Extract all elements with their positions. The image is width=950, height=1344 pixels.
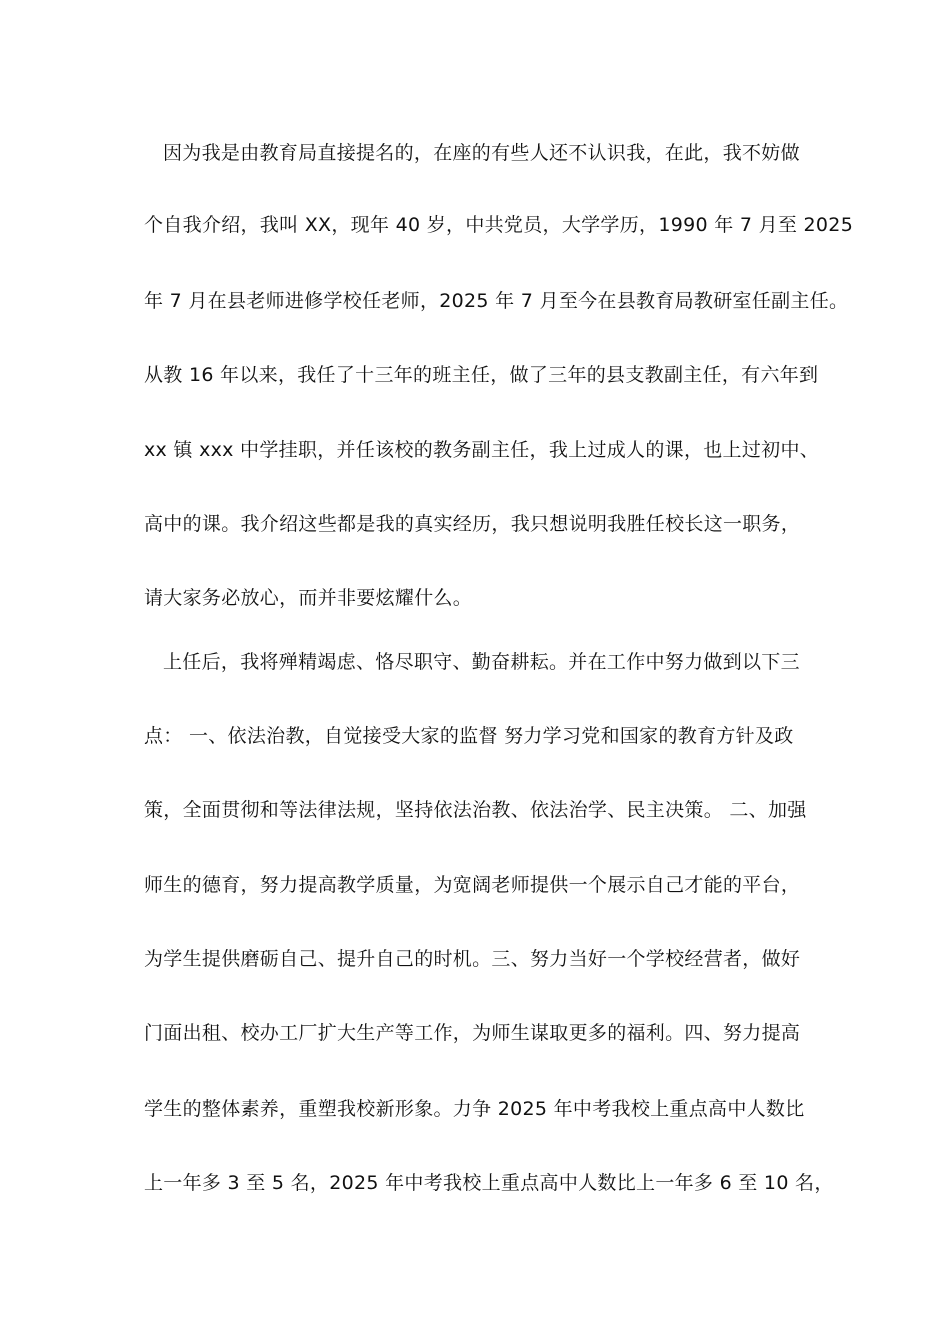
paragraph-1-line-4: 从教 16 年以来，我任了十三年的班主任，做了三年的县支教副主任，有六年到 (144, 364, 819, 386)
paragraph-2-line-2: 点： 一、依法治教，自觉接受大家的监督 努力学习党和国家的教育方针及政 (144, 725, 794, 747)
paragraph-2-line-5: 为学生提供磨砺自己、提升自己的时机。三、努力当好一个学校经营者，做好 (144, 948, 801, 970)
paragraph-1-line-6: 高中的课。我介绍这些都是我的真实经历，我只想说明我胜任校长这一职务， (144, 513, 801, 535)
paragraph-1-line-1: 因为我是由教育局直接提名的，在座的有些人还不认识我，在此，我不妨做 (163, 142, 800, 164)
paragraph-1-line-5: xx 镇 xxx 中学挂职，并任该校的教务副主任，我上过成人的课，也上过初中、 (144, 439, 820, 461)
paragraph-1-line-2: 个自我介绍，我叫 XX，现年 40 岁，中共党员，大学学历，1990 年 7 月至 2025 (144, 214, 854, 236)
paragraph-2-line-7: 学生的整体素养，重塑我校新形象。力争 2025 年中考我校上重点高中人数比 (144, 1098, 805, 1120)
paragraph-2-line-1: 上任后，我将殚精竭虑、恪尽职守、勤奋耕耘。并在工作中努力做到以下三 (163, 651, 800, 673)
paragraph-1-line-3: 年 7 月在县老师进修学校任老师，2025 年 7 月至今在县教育局教研室任副主任。 (144, 290, 849, 312)
paragraph-2-line-8: 上一年多 3 至 5 名，2025 年中考我校上重点高中人数比上一年多 6 至 10 名， (144, 1172, 834, 1194)
paragraph-2-line-6: 门面出租、校办工厂扩大生产等工作，为师生谋取更多的福利。四、努力提高 (144, 1022, 801, 1044)
paragraph-1-line-7: 请大家务必放心，而并非要炫耀什么。 (144, 587, 473, 609)
paragraph-2-line-4: 师生的德育，努力提高教学质量，为宽阔老师提供一个展示自己才能的平台， (144, 874, 801, 896)
paragraph-2-line-3: 策，全面贯彻和等法律法规，坚持依法治教、依法治学、民主决策。 二、加强 (144, 799, 807, 821)
